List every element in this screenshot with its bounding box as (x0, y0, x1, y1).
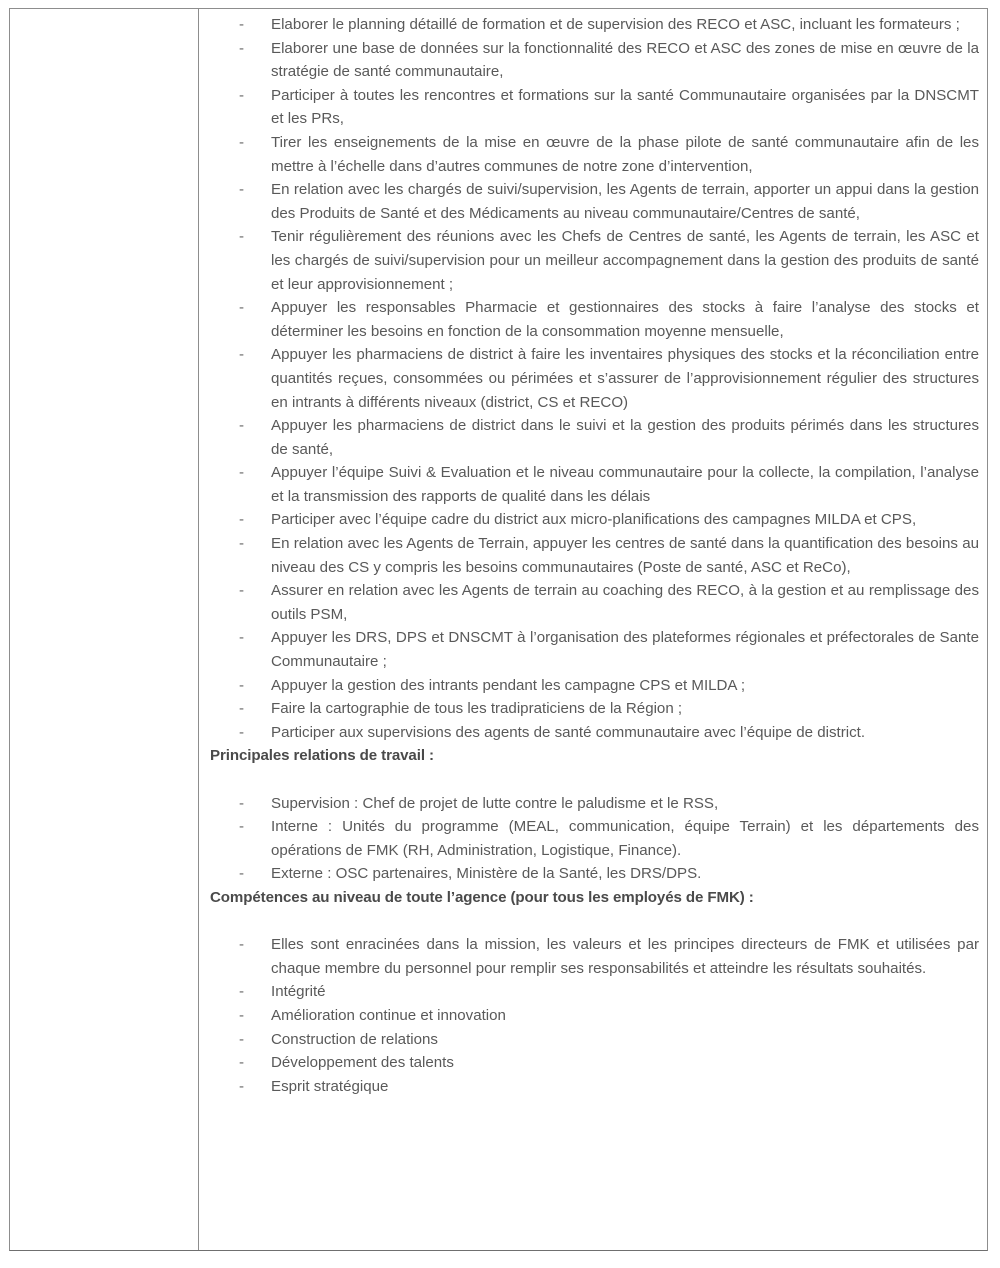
list-item (201, 461, 979, 508)
bullet-dash-icon: - (239, 629, 245, 647)
list-item-text: Supervision : Chef de projet de lutte contre le paludisme et le RSS, (271, 794, 719, 812)
section-heading-working-relations: Principales relations de travail : (210, 747, 434, 765)
blank-line (201, 768, 979, 792)
agency-competencies-list (201, 933, 979, 1098)
document-table (9, 8, 988, 1251)
bullet-dash-icon: - (239, 346, 245, 364)
list-item-text: Tirer les enseignements de la mise en œuvre de la phase pilote de santé communautaire afin de les mettre à l’échelle dans d’autres communes de notre zone d’intervention, (271, 133, 979, 175)
list-item-text: Elaborer une base de données sur la fonctionnalité des RECO et ASC des zones de mise en œuvre de la stratégie de santé communautaire, (271, 39, 979, 81)
bullet-dash-icon: - (239, 1077, 245, 1095)
list-item-text: Appuyer les DRS, DPS et DNSCMT à l’organisation des plateformes régionales et préfectorales de Sante Communautaire ; (271, 629, 979, 671)
list-item (201, 225, 979, 296)
list-item-text: Appuyer l’équipe Suivi & Evaluation et le niveau communautaire pour la collecte, la compilation, l’analyse et la transmission des rapports de qualité dans les délais (271, 464, 979, 505)
list-item-text: Assurer en relation avec les Agents de terrain au coaching des RECO, à la gestion et au remplissage des outils PSM, (271, 582, 979, 623)
list-item (201, 980, 979, 1004)
list-item (201, 296, 979, 343)
bullet-dash-icon: - (239, 39, 245, 57)
table-content-column (199, 9, 987, 1250)
list-item-text: Tenir régulièrement des réunions avec les Chefs de Centres de santé, les Agents de terrain, les ASC et les chargés de suivi/supervision pour un meilleur accompagnement dans la gestion des produits de santé et leur approvisionnement ; (271, 228, 979, 293)
list-item (201, 84, 979, 131)
list-item-text: Appuyer les pharmaciens de district à faire les inventaires physiques des stocks et la réconciliation entre quantités reçues, consommées ou périmées et s’assurer de l’approvisionnement régulier des structures en intrants à différents niveaux (district, CS et RECO) (271, 346, 979, 411)
list-item (201, 343, 979, 414)
list-item (201, 674, 979, 698)
responsibilities-list (201, 13, 979, 744)
bullet-dash-icon: - (239, 818, 245, 836)
working-relations-list (201, 792, 979, 886)
list-item-text: Appuyer les responsables Pharmacie et gestionnaires des stocks à faire l’analyse des stocks et déterminer les besoins en fonction de la consommation moyenne mensuelle, (271, 299, 979, 340)
bullet-dash-icon: - (239, 181, 245, 199)
list-item (201, 414, 979, 461)
section-heading-agency-competencies: Compétences au niveau de toute l’agence (pour tous les employés de FMK) : (210, 888, 754, 906)
list-item (201, 178, 979, 225)
bullet-dash-icon: - (239, 582, 245, 600)
list-item-text: Elles sont enracinées dans la mission, les valeurs et les principes directeurs de FMK et utilisées par chaque membre du personnel pour remplir ses responsabilités et atteindre les résultats souhaités. (271, 936, 979, 977)
list-item-text: Esprit stratégique (271, 1077, 389, 1095)
bullet-dash-icon: - (239, 86, 245, 104)
bullet-dash-icon: - (239, 1006, 245, 1024)
list-item-text: En relation avec les chargés de suivi/supervision, les Agents de terrain, apporter un appui dans la gestion des Produits de Santé et des Médicaments au niveau communautaire/Centres de santé, (271, 181, 979, 222)
bullet-dash-icon: - (239, 936, 245, 954)
list-item-text: Participer aux supervisions des agents de santé communautaire avec l’équipe de district. (271, 723, 866, 741)
list-item-text: En relation avec les Agents de Terrain, appuyer les centres de santé dans la quantification des besoins au niveau des CS y compris les besoins communautaires (Poste de santé, ASC et ReCo), (271, 535, 979, 576)
bullet-dash-icon: - (239, 983, 245, 1001)
list-item (201, 13, 979, 37)
list-item (201, 37, 979, 84)
document-body (199, 9, 987, 1098)
list-item-text: Appuyer les pharmaciens de district dans le suivi et la gestion des produits périmés dans les structures de santé, (271, 417, 979, 458)
bullet-dash-icon: - (239, 511, 245, 529)
list-item (201, 1028, 979, 1052)
bullet-dash-icon: - (239, 865, 245, 883)
table-left-column (10, 9, 199, 1250)
list-item (201, 1004, 979, 1028)
list-item (201, 815, 979, 862)
bullet-dash-icon: - (239, 723, 245, 741)
bullet-dash-icon: - (239, 464, 245, 482)
list-item (201, 1051, 979, 1075)
list-item (201, 532, 979, 579)
bullet-dash-icon: - (239, 133, 245, 151)
bullet-dash-icon: - (239, 1030, 245, 1048)
list-item (201, 862, 979, 886)
list-item-text: Participer à toutes les rencontres et formations sur la santé Communautaire organisées par la DNSCMT et les PRs, (271, 86, 979, 128)
list-item-text: Participer avec l’équipe cadre du district aux micro-planifications des campagnes MILDA et CPS, (271, 511, 917, 529)
list-item-text: Intégrité (271, 983, 326, 1001)
list-item (201, 697, 979, 721)
list-item (201, 131, 979, 178)
list-item (201, 1075, 979, 1099)
list-item-text: Appuyer la gestion des intrants pendant les campagne CPS et MILDA ; (271, 676, 746, 694)
list-item (201, 579, 979, 626)
list-item (201, 933, 979, 980)
list-item-text: Elaborer le planning détaillé de formation et de supervision des RECO et ASC, incluant les formateurs ; (271, 16, 960, 33)
list-item-text: Faire la cartographie de tous les tradipraticiens de la Région ; (271, 700, 683, 718)
list-item-text: Interne : Unités du programme (MEAL, communication, équipe Terrain) et les départements des opérations de FMK (RH, Administration, Logistique, Finance). (271, 818, 979, 859)
list-item (201, 721, 979, 745)
list-item (201, 508, 979, 532)
list-item (201, 792, 979, 816)
bullet-dash-icon: - (239, 228, 245, 246)
list-item-text: Externe : OSC partenaires, Ministère de la Santé, les DRS/DPS. (271, 865, 702, 883)
bullet-dash-icon: - (239, 700, 245, 718)
bullet-dash-icon: - (239, 535, 245, 553)
bullet-dash-icon: - (239, 794, 245, 812)
list-item-text: Construction de relations (271, 1030, 438, 1048)
bullet-dash-icon: - (239, 676, 245, 694)
list-item-text: Développement des talents (271, 1054, 454, 1072)
list-item (201, 626, 979, 673)
bullet-dash-icon: - (239, 417, 245, 435)
list-item-text: Amélioration continue et innovation (271, 1006, 506, 1024)
bullet-dash-icon: - (239, 16, 245, 33)
blank-line (201, 910, 979, 934)
bullet-dash-icon: - (239, 299, 245, 317)
bullet-dash-icon: - (239, 1054, 245, 1072)
